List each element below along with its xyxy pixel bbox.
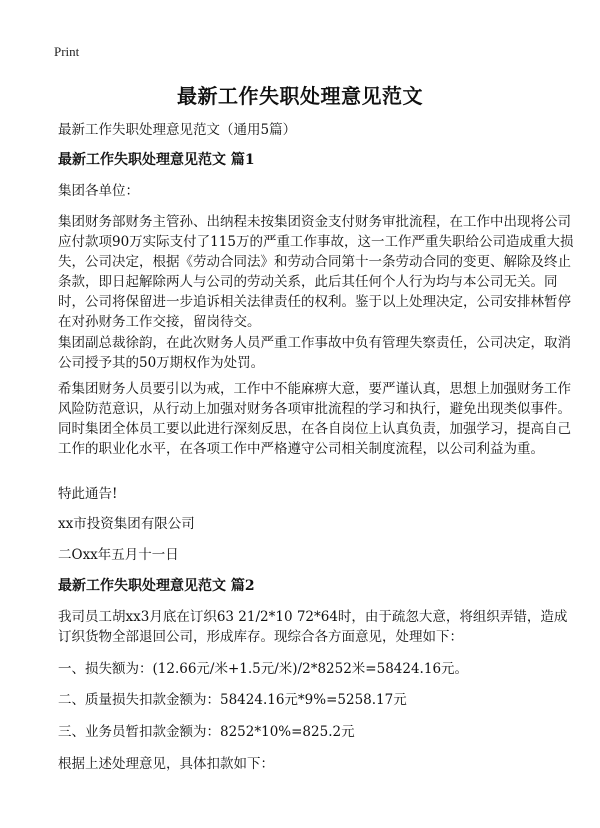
paragraph-1: 集团财务部财务主管孙、出纳程未按集团资金支付财务审批流程，在工作中出现将公司应付款项90万实际支付了115万的严重工作事故，这一工作严重失职给公司造成重大损失，公司决定，根据《劳动合同法》和劳动合同第十一条劳动合同的变更、解除及终止条款，即日起解除两人与公司的劳动关系，此后其任何个人行为均与本公司无关。同时，公司将保留进一步追诉相关法律责任的权利。鉴于以上处理决定，公司安排林暂停在对孙财务工作交接，留岗待交。: [58, 214, 574, 330]
item-3: 三、业务员暂扣款金额为：8252*10%=825.2元: [58, 724, 355, 740]
print-label: Print: [54, 44, 80, 59]
paragraph-4: 我司员工胡xx3月底在订织63 21/2*10 72*64时，由于疏忽大意，将组织弄错，造成订织货物全部退回公司，形成库存。现综合各方面意见，处理如下：: [58, 609, 568, 645]
closing-line: 根据上述处理意见，具体扣款如下：: [58, 756, 274, 772]
item-1: 一、损失额为：(12.66元/米+1.5元/米)/2*8252米=58424.16元。: [58, 661, 469, 677]
document-date: 二Oxx年五月十一日: [58, 547, 179, 563]
notice-line: 特此通告!: [58, 486, 118, 502]
salutation: 集团各单位：: [58, 183, 139, 199]
document-title: 最新工作失职处理意见范文: [177, 84, 423, 108]
paragraph-3: 希集团财务人员要引以为戒，工作中不能麻痹大意，要严谨认真，思想上加强财务工作风险防范意识，从行动上加强对财务各项审批流程的学习和执行，避免出现类似事件。同时集团全体员工要以此进行深刻反思，在各自岗位上认真负责，加强学习，提高自己工作的职业化水平，在各项工作中严格遵守公司相关制度流程，以公司利益为重。: [58, 381, 571, 457]
section1-heading: 最新工作失职处理意见范文 篇1: [58, 152, 255, 168]
company-name: xx市投资集团有限公司: [58, 516, 195, 532]
item-2: 二、质量损失扣款金额为：58424.16元*9%=5258.17元: [58, 692, 407, 708]
document-subtitle: 最新工作失职处理意见范文（通用5篇）: [58, 122, 297, 138]
paragraph-2: 集团副总裁徐韵，在此次财务人员严重工作事故中负有管理失察责任，公司决定，取消公司授予其的50万期权作为处罚。: [58, 335, 571, 371]
section2-heading: 最新工作失职处理意见范文 篇2: [58, 578, 255, 594]
